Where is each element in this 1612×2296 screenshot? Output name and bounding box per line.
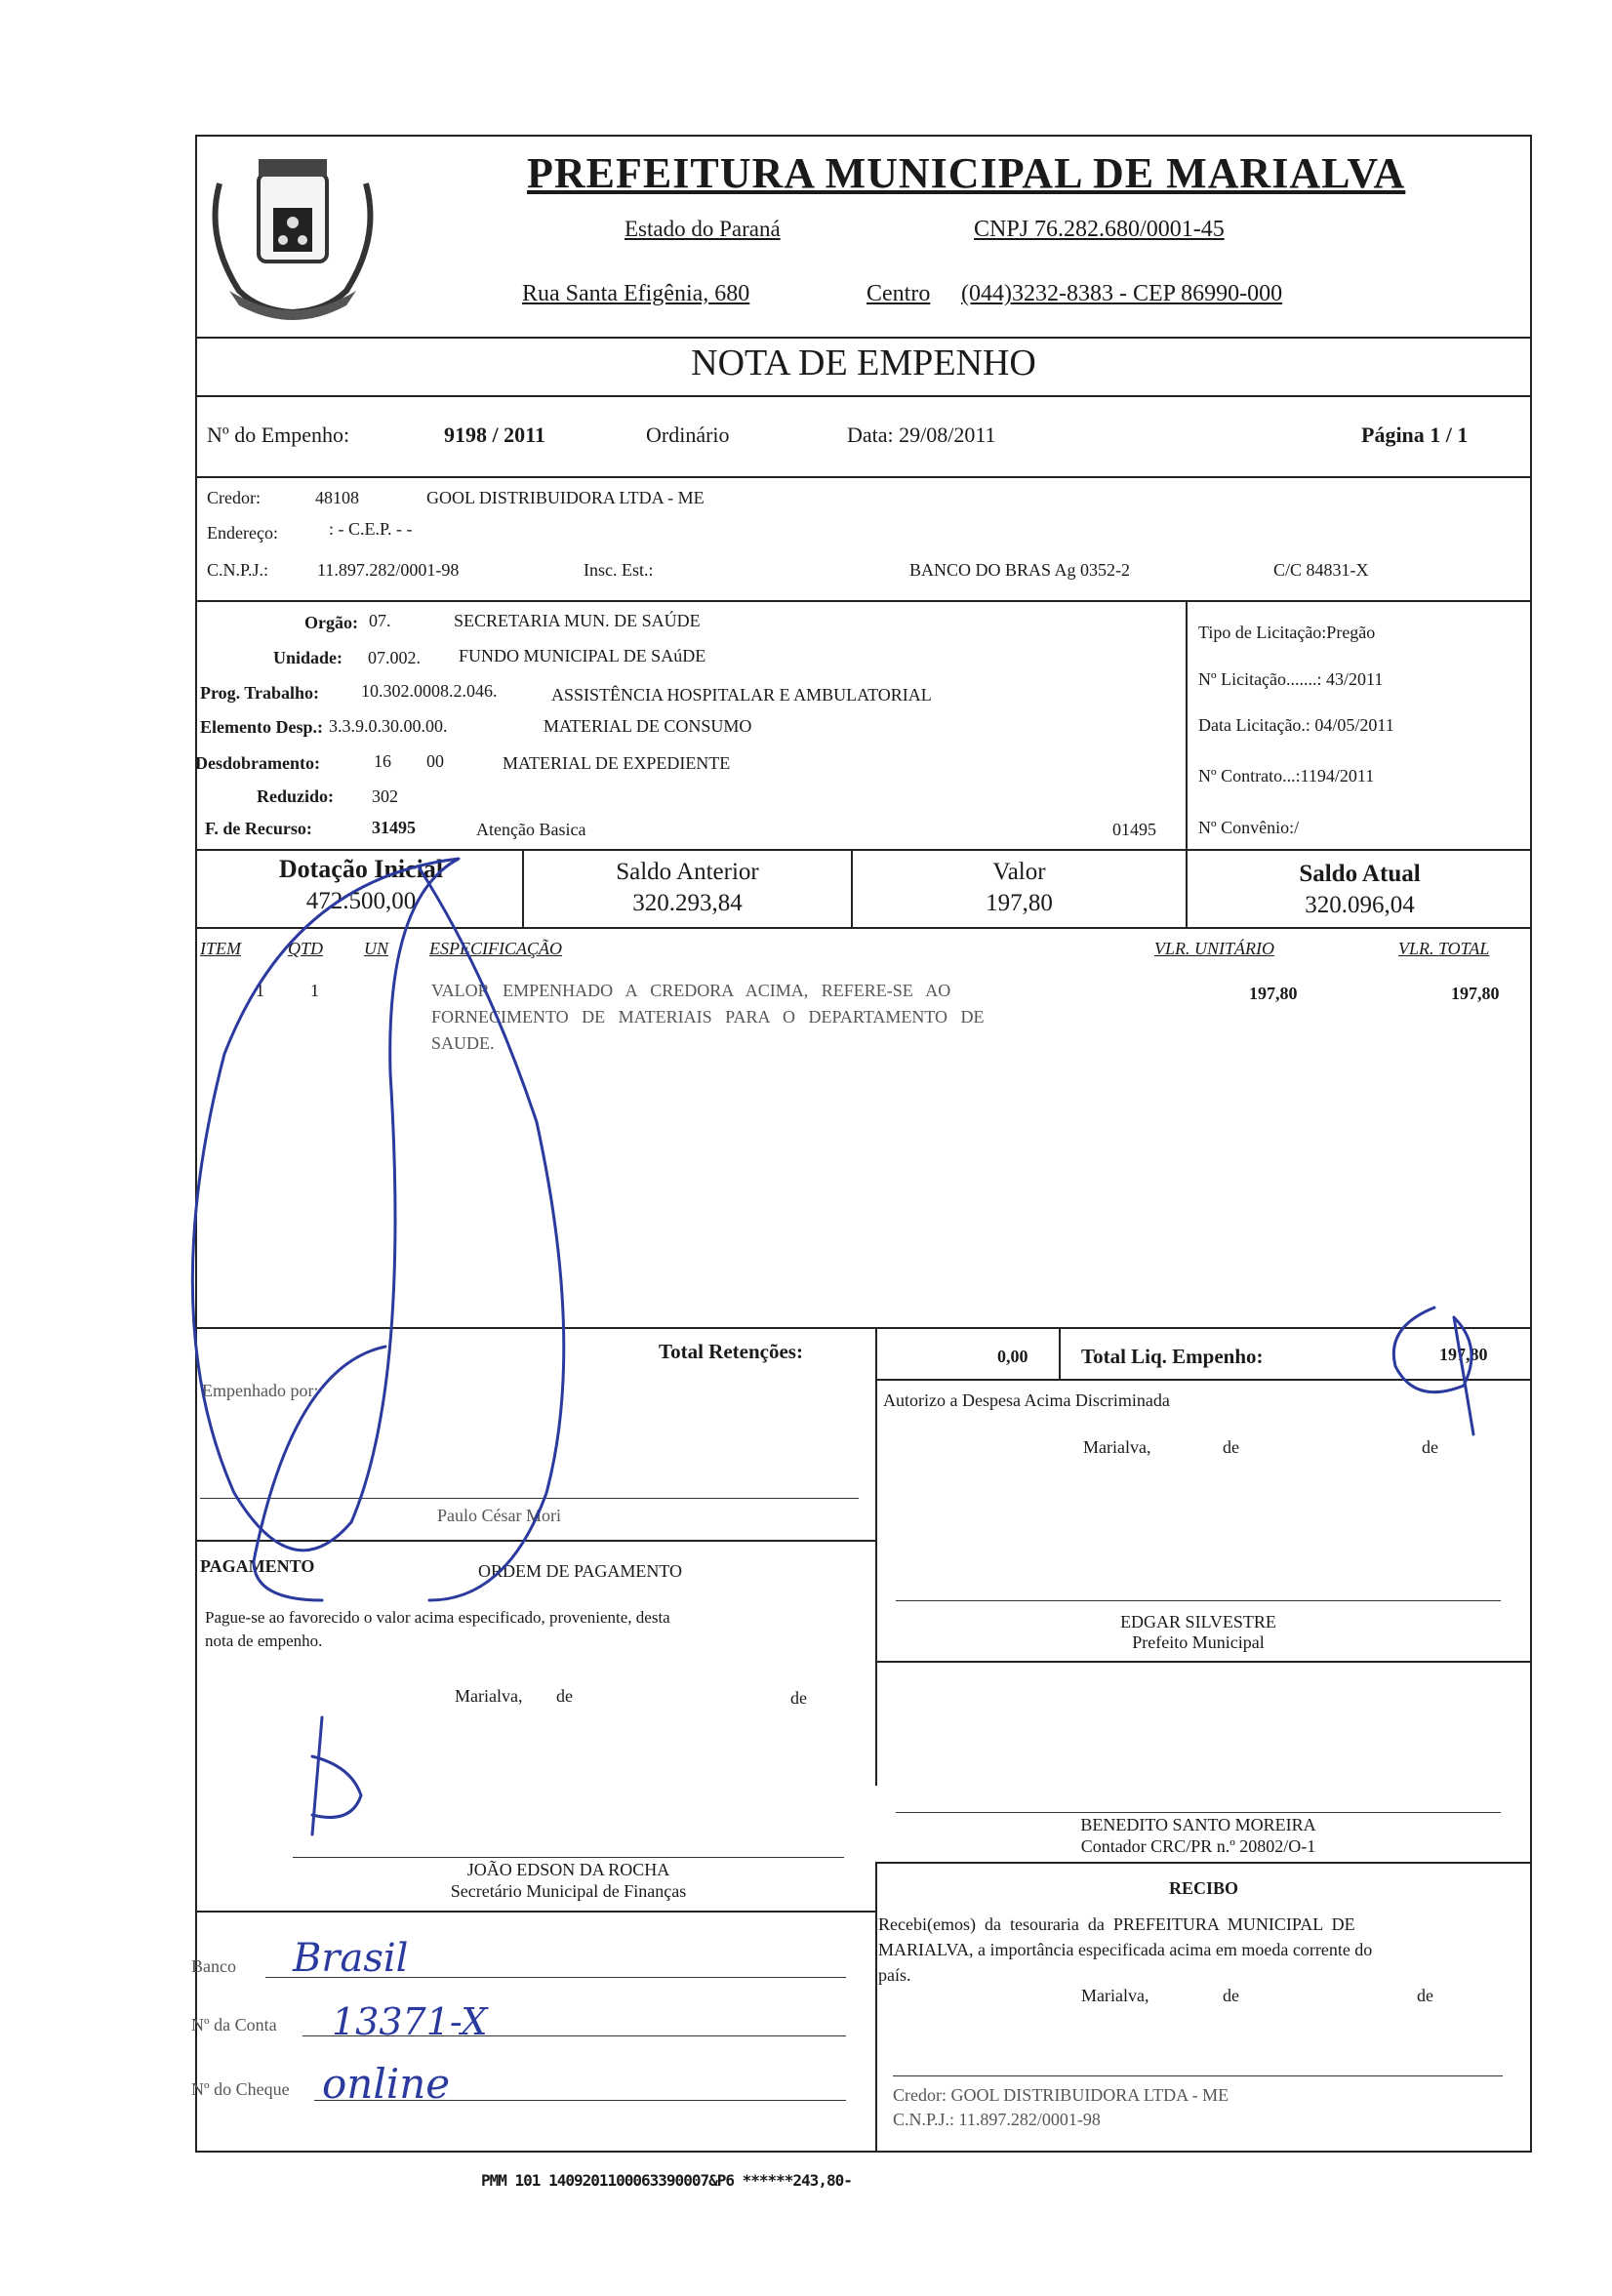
retencoes-value: 0,00 [997, 1347, 1028, 1366]
document-title: NOTA DE EMPENHO [691, 342, 1036, 383]
item-total-value: 197,80 [1451, 984, 1500, 1003]
licitacao-convenio: Nº Convênio:/ [1198, 818, 1300, 837]
left-de1: de [556, 1686, 573, 1706]
empenho-type: Ordinário [646, 423, 730, 447]
state-name: Estado do Paraná [625, 217, 781, 241]
licitacao-contrato: Nº Contrato...:1194/2011 [1198, 766, 1375, 785]
empenho-label: Nº do Empenho: [207, 423, 350, 447]
prefeito-name: EDGAR SILVESTRE [1120, 1612, 1276, 1631]
retencoes-label: Total Retenções: [659, 1340, 803, 1363]
balance-value-saldo-atual: 320.096,04 [1305, 892, 1415, 918]
unidade-name: FUNDO MUNICIPAL DE SAúDE [459, 646, 706, 665]
item-spec-line2: FORNECIMENTO DE MATERIAIS PARA O DEPARTAMENTO DE [431, 1007, 985, 1027]
right-city: Marialva, [1083, 1437, 1151, 1457]
autorizo-label: Autorizo a Despesa Acima Discriminada [883, 1390, 1170, 1410]
desdob-label: Desdobramento: [195, 753, 320, 773]
liq-label: Total Liq. Empenho: [1081, 1345, 1264, 1368]
empenho-date: Data: 29/08/2011 [847, 423, 996, 447]
credor-name: GOOL DISTRIBUIDORA LTDA - ME [426, 488, 705, 507]
insc-label: Insc. Est.: [584, 560, 654, 580]
credor-code: 48108 [315, 488, 359, 507]
empenho-number: 9198 / 2011 [444, 423, 545, 447]
item-spec-line3: SAUDE. [431, 1033, 495, 1053]
unidade-label: Unidade: [273, 648, 343, 667]
address: Rua Santa Efigênia, 680 [522, 281, 750, 306]
reduzido-value: 302 [372, 786, 398, 806]
recibo-de2: de [1417, 1986, 1433, 2005]
item-spec-line1: VALOR EMPENHADO A CREDORA ACIMA, REFERE-SE AO [431, 981, 951, 1000]
footer-code: PMM 101 1409201100063390007&P6 ******243,80- [481, 2171, 852, 2190]
recibo-title: RECIBO [1168, 1878, 1238, 1898]
balance-value-dotacao: 472.500,00 [305, 888, 417, 914]
recibo-line2: MARIALVA, a importância especificada acima em moeda corrente do [878, 1940, 1373, 1959]
elemento-code: 3.3.9.0.30.00.00. [329, 716, 448, 736]
prog-label: Prog. Trabalho: [200, 683, 320, 703]
cnpj-value: 11.897.282/0001-98 [317, 560, 460, 580]
endereco-value: : - C.E.P. - - [329, 519, 413, 539]
recurso-label: F. de Recurso: [205, 819, 312, 838]
pague-line1: Pague-se ao favorecido o valor acima especificado, proveniente, desta [205, 1608, 670, 1627]
left-de2: de [790, 1688, 807, 1708]
recibo-de1: de [1223, 1986, 1239, 2005]
page-number: Página 1 / 1 [1361, 423, 1469, 447]
recibo-cnpj: C.N.P.J.: 11.897.282/0001-98 [893, 2110, 1101, 2129]
balance-value-saldo-anterior: 320.293,84 [632, 890, 743, 916]
right-de2: de [1422, 1437, 1438, 1457]
signer2-name: JOÃO EDSON DA ROCHA [466, 1860, 670, 1879]
left-city: Marialva, [455, 1686, 523, 1706]
recibo-city: Marialva, [1081, 1986, 1149, 2005]
balance-label-dotacao: Dotação Inicial [278, 855, 444, 883]
handwritten-banco: Brasil [293, 1936, 409, 1981]
cnpj-header: CNPJ 76.282.680/0001-45 [974, 217, 1225, 242]
contador-role: Contador CRC/PR n.º 20802/O-1 [1080, 1836, 1316, 1856]
recibo-line1: Recebi(emos) da tesouraria da PREFEITURA MUNICIPAL DE [878, 1914, 1355, 1934]
endereco-label: Endereço: [207, 523, 278, 543]
item-number: 1 [256, 981, 264, 1000]
cc-info: C/C 84831-X [1273, 560, 1369, 580]
orgao-name: SECRETARIA MUN. DE SAÚDE [454, 611, 701, 630]
elemento-label: Elemento Desp.: [200, 717, 323, 737]
conta-label: Nº da Conta [191, 2015, 277, 2034]
licitacao-data: Data Licitação.: 04/05/2011 [1198, 715, 1394, 735]
item-qtd: 1 [310, 981, 319, 1000]
pagamento-title: PAGAMENTO [200, 1556, 315, 1576]
prefeito-role: Prefeito Municipal [1132, 1632, 1265, 1652]
balance-label-saldo-anterior: Saldo Anterior [616, 859, 759, 885]
empenhado-por: Empenhado por: [202, 1381, 319, 1400]
balance-value-valor: 197,80 [986, 890, 1053, 916]
credor-label: Credor: [207, 488, 261, 507]
col-un: UN [364, 939, 389, 958]
item-unit-value: 197,80 [1249, 984, 1298, 1003]
district: Centro [866, 281, 931, 306]
orgao-code: 07. [369, 611, 391, 630]
page-title: PREFEITURA MUNICIPAL DE MARIALVA [527, 149, 1406, 197]
prog-name: ASSISTÊNCIA HOSPITALAR E AMBULATORIAL [551, 685, 932, 705]
cheque-label: Nº do Cheque [191, 2079, 290, 2099]
contador-name: BENEDITO SANTO MOREIRA [1080, 1815, 1316, 1834]
recurso-extra: 01495 [1112, 820, 1156, 839]
elemento-name: MATERIAL DE CONSUMO [544, 716, 752, 736]
phone-cep: (044)3232-8383 - CEP 86990-000 [961, 281, 1283, 306]
cnpj-label: C.N.P.J.: [207, 560, 269, 580]
handwritten-cheque: online [322, 2060, 451, 2108]
balance-label-valor: Valor [992, 859, 1046, 885]
col-item: ITEM [200, 939, 241, 958]
prog-code: 10.302.0008.2.046. [361, 681, 498, 701]
right-de1: de [1223, 1437, 1239, 1457]
banco-label: Banco [191, 1956, 236, 1976]
recurso-name: Atenção Basica [476, 820, 586, 839]
pague-line2: nota de empenho. [205, 1631, 323, 1650]
col-spec: ESPECIFICAÇÃO [429, 939, 562, 958]
signer1: Paulo César Mori [437, 1506, 561, 1525]
signer2-role: Secretário Municipal de Finanças [450, 1881, 687, 1901]
orgao-label: Orgão: [304, 613, 358, 632]
licitacao-numero: Nº Licitação.......: 43/2011 [1198, 669, 1384, 689]
balance-label-saldo-atual: Saldo Atual [1299, 861, 1421, 887]
recibo-credor: Credor: GOOL DISTRIBUIDORA LTDA - ME [893, 2085, 1229, 2105]
unidade-code: 07.002. [368, 648, 421, 667]
recurso-code: 31495 [372, 818, 416, 837]
bank-info: BANCO DO BRAS Ag 0352-2 [909, 560, 1131, 580]
col-unit: VLR. UNITÁRIO [1154, 939, 1274, 958]
licitacao-tipo: Tipo de Licitação:Pregão [1198, 623, 1376, 642]
desdob-name: MATERIAL DE EXPEDIENTE [503, 753, 731, 773]
col-qtd: QTD [288, 939, 324, 958]
desdob-code: 16 00 [374, 751, 444, 771]
handwritten-conta: 13371-X [332, 2000, 488, 2043]
ordem-title: ORDEM DE PAGAMENTO [478, 1561, 683, 1581]
liq-value: 197,80 [1439, 1345, 1488, 1364]
recibo-line3: país. [878, 1965, 911, 1985]
reduzido-label: Reduzido: [257, 786, 335, 806]
col-total: VLR. TOTAL [1398, 939, 1490, 958]
